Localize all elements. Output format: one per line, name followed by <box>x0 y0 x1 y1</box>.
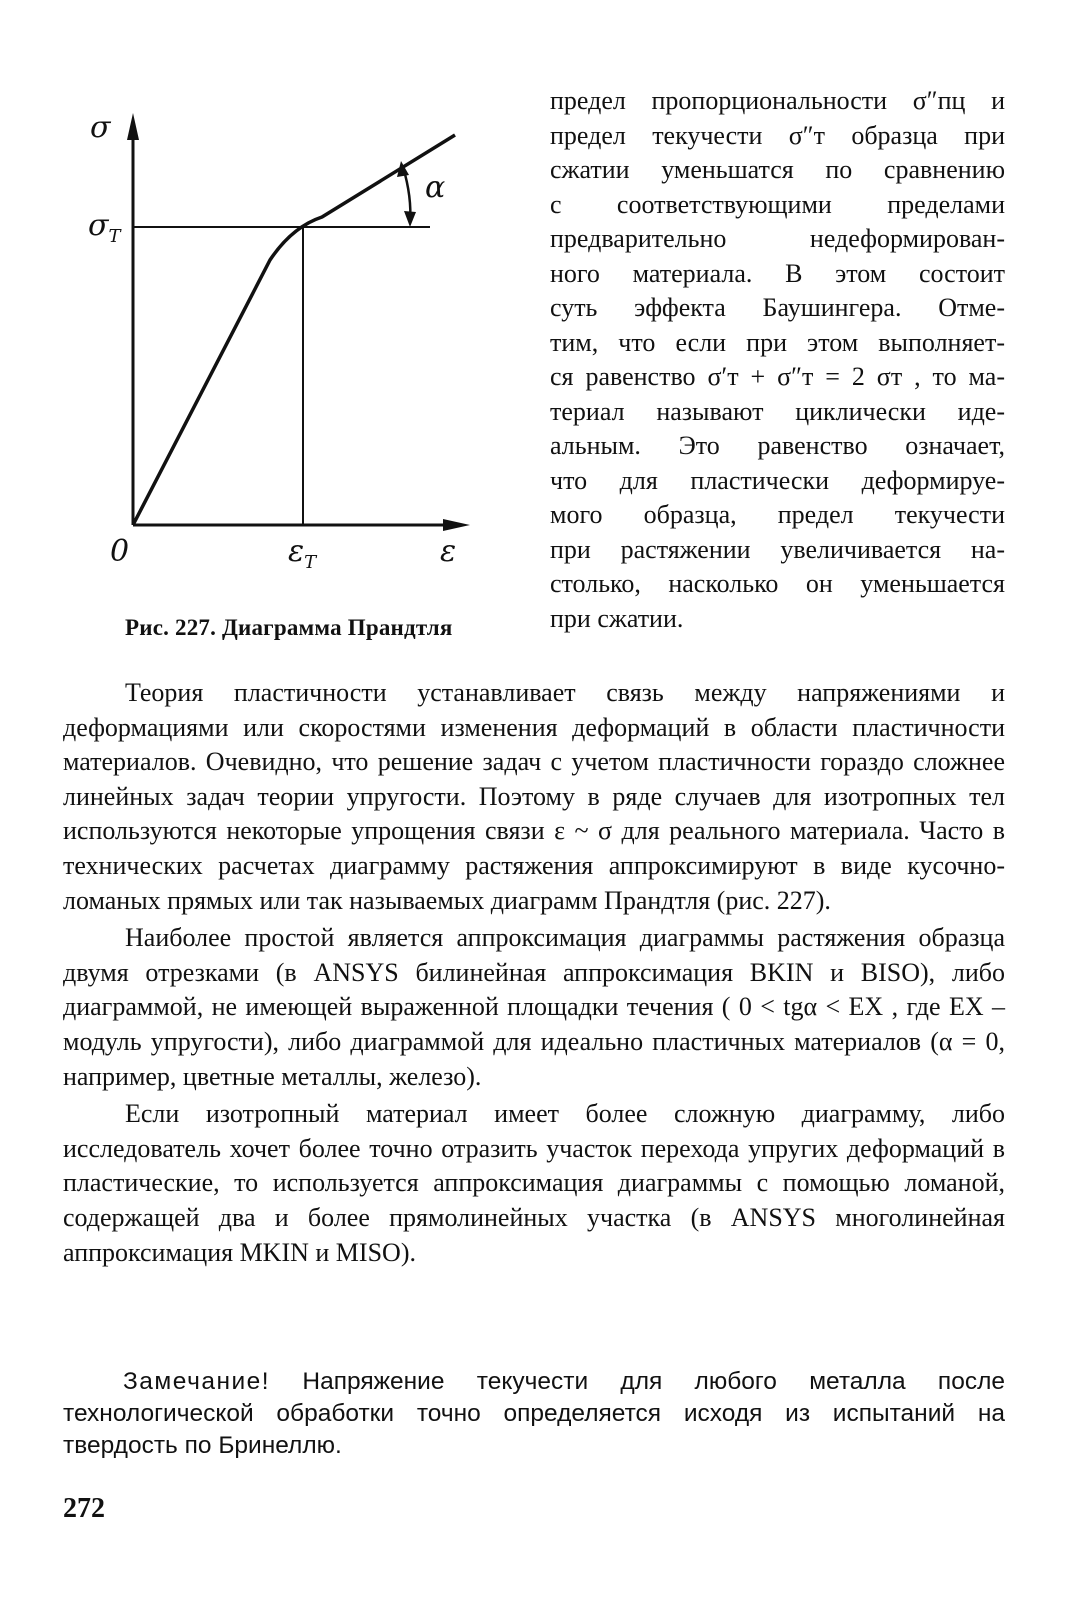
remark-text: Напряжение текучести для любого металла после технологической обработки точно определяется исходя из испытаний на твердость по Бринеллю. <box>63 1368 1005 1459</box>
side-text-line: столько, насколько он уменьшается <box>550 569 1005 598</box>
side-text-line: сжатии уменьшатся по сравнению <box>550 155 1005 184</box>
epsilon-t-label: $\varepsilon_T$ <box>288 534 317 573</box>
sigma-t-label: $\sigma_T$ <box>88 208 121 247</box>
figure-caption: Рис. 227. Диаграмма Прандтля <box>125 615 453 640</box>
epsilon-label: ε <box>440 534 457 569</box>
side-text-line: что для пластически деформируе- <box>550 465 1005 495</box>
paragraph-3: Если изотропный материал имеет более сложную диаграмму, либо исследователь хочет более точно отразить участок перехода упругих деформаций в пластические, то используется аппроксимация диаграммы с помощью ломаной, содержащей два и более прямолинейных участка (в ANSYS многолинейная аппроксимация MKIN и MISO). <box>63 1099 1005 1267</box>
side-text-line: мого образца, предел текучести <box>550 500 1005 529</box>
side-text-line: тим, что если при этом выполняет- <box>550 327 1005 357</box>
alpha-arrow-bottom <box>404 211 416 227</box>
remark-note <box>63 1366 1005 1462</box>
sigma-label: σ <box>90 110 111 145</box>
side-text-line: ного материала. В этом состоит <box>550 258 1005 288</box>
stress-strain-curve <box>133 135 455 525</box>
body-text <box>63 676 1005 1270</box>
page-number: 272 <box>63 1493 105 1524</box>
epsilon-axis-arrow <box>443 519 470 531</box>
remark-heading: Замечание! <box>123 1368 271 1395</box>
side-text-line: суть эффекта Баушингера. Отме- <box>550 293 1005 322</box>
side-text-line: альным. Это равенство означает, <box>550 431 1005 460</box>
prandtl-diagram <box>60 85 530 685</box>
side-text-line: предел текучести σ″т образца при <box>550 120 1005 150</box>
paragraph-1: Теория пластичности устанавливает связь между напряжениями и деформациями или скоростями изменения деформаций в области пластичности материалов. Очевидно, что решение задач с учетом пластичности гораздо сложнее линейных задач теории упругости. Поэтому в ряде случаев для изотропных тел используются некоторые упрощения связи ε ~ σ для реального материала. Часто в технических расчетах диаграмму растяжения аппроксимируют в виде кусочно-ломаных прямых или так называемых диаграмм Прандтля (рис. 227). <box>63 678 1005 915</box>
sigma-axis-arrow <box>127 113 139 140</box>
side-text-line: териал называют циклически иде- <box>550 396 1005 426</box>
side-text-line: предел пропорциональности σ″пц и <box>550 86 1005 115</box>
paragraph-2: Наиболее простой является аппроксимация диаграммы растяжения образца двумя отрезками (в ANSYS билинейная аппроксимация BKIN и BISO), либо диаграммой, не имеющей выраженной площадки течения ( 0 < tgα < EX , где EX – модуль упругости), либо диаграммой для идеально пластичных материалов (α = 0, например, цветные металлы, железо). <box>63 923 1005 1091</box>
side-text-line: предварительно недеформирован- <box>550 224 1005 253</box>
side-text-column <box>550 84 1005 636</box>
alpha-label: α <box>425 170 446 205</box>
prandtl-diagram-svg <box>60 85 530 685</box>
side-text-line: при сжатии. <box>550 603 684 633</box>
origin-label: 0 <box>110 534 130 569</box>
side-text-line: ся равенство σ′т + σ″т = 2 σт , то ма- <box>550 362 1005 391</box>
side-text-line: с соответствующими пределами <box>550 189 1005 219</box>
side-text-line: при растяжении увеличивается на- <box>550 534 1005 564</box>
